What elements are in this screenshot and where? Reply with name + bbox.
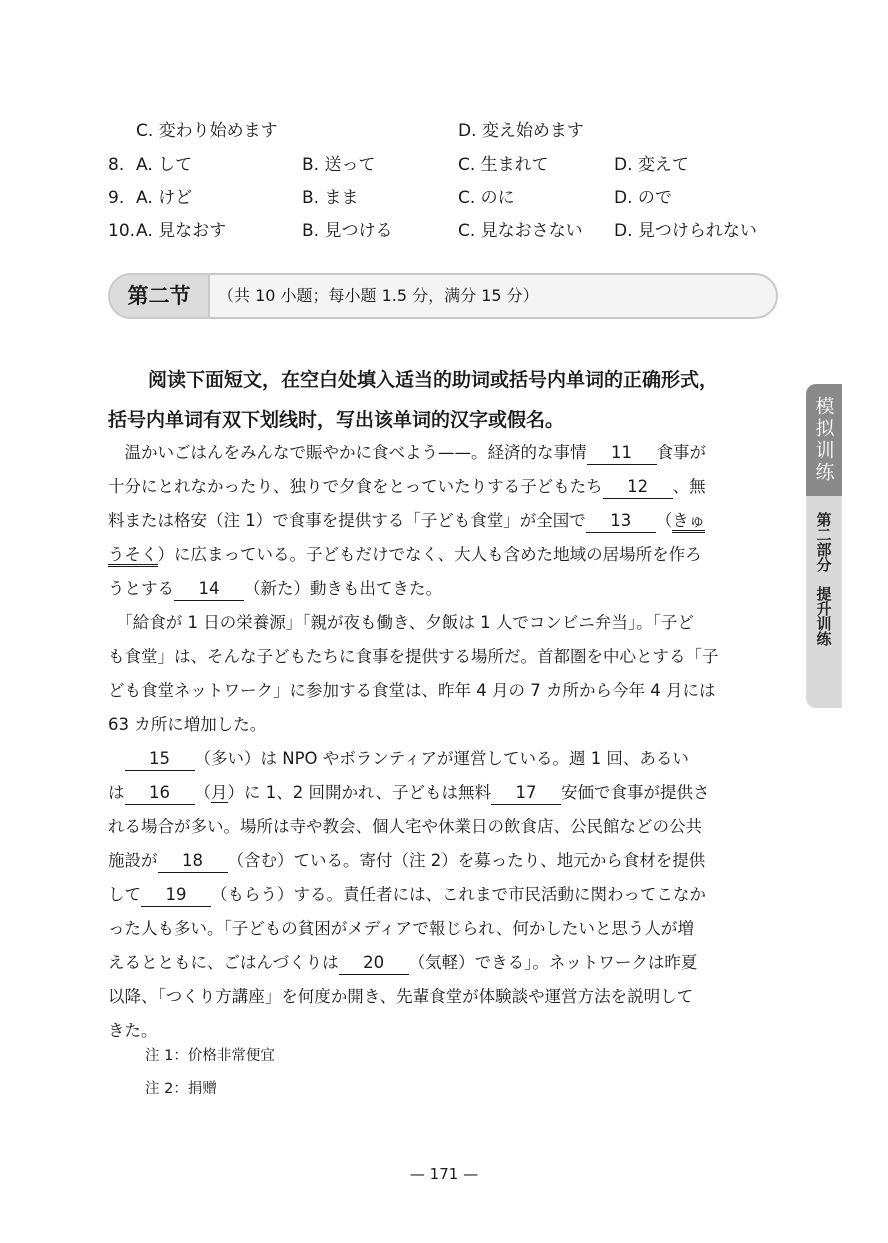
passage-line: [108, 946, 780, 980]
side-tab-sub: 提升训练: [814, 586, 833, 646]
passage-line: [108, 878, 780, 912]
option-row-9: [0, 183, 888, 213]
passage-line: [108, 708, 780, 742]
note-1: 注 1：价格非常便宜: [145, 1048, 275, 1064]
blank-14: 14: [174, 578, 244, 601]
passage-line: [108, 674, 780, 708]
passage-text: 、無: [672, 477, 706, 496]
passage-text: （: [655, 511, 673, 530]
option-row-8: [0, 150, 888, 180]
option-7d: D. 変え始めます: [458, 121, 584, 141]
passage-text: 「給食が 1 日の栄養源」「親が夜も働き、夕飯は 1 人でコンビニ弁当」。「子ど: [124, 613, 694, 632]
passage-text: 施設が: [108, 851, 158, 870]
option-10c: C. 見なおさない: [458, 221, 583, 241]
section-label: 第二节: [110, 275, 210, 317]
question-number-8: 8.: [108, 155, 125, 175]
blank-15: 15: [125, 748, 195, 771]
blank-17: 17: [491, 782, 561, 805]
blank-13: 13: [586, 510, 656, 533]
passage-line: [108, 742, 780, 776]
option-8b: B. 送って: [302, 155, 376, 175]
section-header: [108, 273, 778, 319]
option-10d: D. 見つけられない: [614, 221, 757, 241]
passage-line: [108, 436, 780, 470]
passage-text: ）に 1、2 回開かれ、子どもは無料: [227, 783, 491, 802]
instruction: [108, 360, 780, 440]
passage-text: った人も多い。「子どもの貧困がメディアで報じられ、何かしたいと思う人が増: [108, 919, 694, 938]
option-9b: B. まま: [302, 188, 359, 208]
passage-text: （新た）動きも出てきた。: [244, 579, 442, 598]
underlined-word: 月: [211, 783, 228, 802]
passage-line: [108, 538, 780, 572]
passage-line: [108, 912, 780, 946]
passage-text: も食堂」は、そんな子どもたちに食事を提供する場所だ。首都圏を中心とする「子: [108, 647, 719, 666]
option-9a: A. けど: [136, 188, 193, 208]
passage-text: 以降、「つくり方講座」を何度か開き、先輩食堂が体験談や運営方法を説明して: [108, 987, 694, 1006]
passage-text: （含む）ている。寄付（注 2）を募ったり、地元から食材を提供: [227, 851, 706, 870]
instruction-line-2: 括号内单词有双下划线时，写出该单词的汉字或假名。: [108, 409, 565, 431]
option-row-7: [0, 116, 888, 146]
passage-text: れる場合が多い。場所は寺や教会、個人宅や休業日の飲食店、公民館などの公共: [108, 817, 702, 836]
passage-text: えるとともに、ごはんづくりは: [108, 953, 339, 972]
passage-line: [108, 810, 780, 844]
blank-18: 18: [158, 850, 228, 873]
double-underline-word: きゅ: [672, 511, 705, 533]
side-tab-part: 第二部分: [814, 512, 833, 572]
passage-text: （多い）は NPO やボランティアが運営している。週 1 回、あるい: [194, 749, 689, 768]
passage-line: [108, 844, 780, 878]
passage-text: うとする: [108, 579, 174, 598]
notes: [145, 1040, 275, 1106]
passage-line: [108, 980, 780, 1014]
section-description: （共 10 小题；每小题 1.5 分，满分 15 分）: [218, 286, 539, 305]
side-tab-title: 模拟训练: [806, 384, 842, 496]
option-10b: B. 見つける: [302, 221, 393, 241]
blank-16: 16: [125, 782, 195, 805]
question-number-10: 10.: [108, 221, 136, 241]
blank-11: 11: [587, 442, 657, 465]
passage-text: （もらう）する。責任者には、これまで市民活動に関わってこなか: [211, 885, 706, 904]
option-8d: D. 変えて: [614, 155, 689, 175]
passage-text: ども食堂ネットワーク」に参加する食堂は、昨年 4 月の 7 カ所から今年 4 月には: [108, 681, 716, 700]
passage-text: 温かいごはんをみんなで賑やかに食べよう——。経済的な事情: [124, 443, 587, 462]
option-10a: A. 見なおす: [136, 221, 227, 241]
instruction-line-1: 阅读下面短文，在空白处填入适当的助词或括号内单词的正确形式，: [148, 369, 719, 391]
passage-text: （気軽）できる」。ネットワークは昨夏: [408, 953, 698, 972]
passage-line: [108, 606, 780, 640]
side-tab: [806, 384, 842, 708]
passage-line: [108, 572, 780, 606]
passage-line: [108, 470, 780, 504]
passage-text: 63 カ所に増加した。: [108, 715, 267, 734]
blank-19: 19: [141, 884, 211, 907]
passage-text: きた。: [108, 1021, 158, 1040]
option-9c: C. のに: [458, 188, 515, 208]
blank-20: 20: [339, 952, 409, 975]
passage-text: 料または格安（注 1）で食事を提供する「子ども食堂」が全国で: [108, 511, 586, 530]
passage: [108, 436, 780, 1048]
passage-text: して: [108, 885, 141, 904]
passage-text: ）に広まっている。子どもだけでなく、大人も含めた地域の居場所を作ろ: [157, 545, 702, 564]
option-8a: A. して: [136, 155, 193, 175]
passage-text: 安価で食事が提供さ: [560, 783, 710, 802]
double-underline-word: うそく: [108, 545, 158, 567]
passage-line: [108, 504, 780, 538]
note-2: 注 2：捐赠: [145, 1081, 217, 1097]
passage-text: 十分にとれなかったり、独りで夕食をとっていたりする子どもたち: [108, 477, 603, 496]
option-9d: D. ので: [614, 188, 672, 208]
side-tab-section: [806, 502, 842, 702]
passage-line: [108, 640, 780, 674]
option-7c: C. 変わり始めます: [136, 121, 278, 141]
blank-12: 12: [603, 476, 673, 499]
question-number-9: 9.: [108, 188, 125, 208]
option-row-10: [0, 216, 888, 246]
passage-text: （: [194, 783, 211, 802]
passage-text: 食事が: [656, 443, 706, 462]
passage-text: は: [108, 783, 125, 802]
page-number: — 171 —: [409, 1165, 479, 1183]
option-8c: C. 生まれて: [458, 155, 549, 175]
passage-line: [108, 776, 780, 810]
